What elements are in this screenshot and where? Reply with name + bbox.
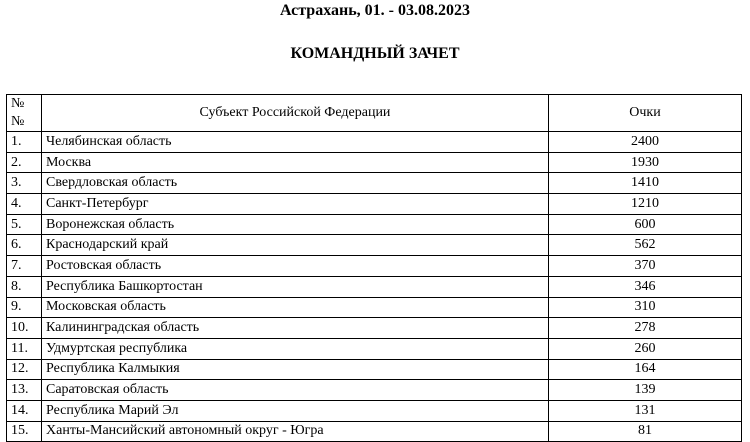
row-subject: Калининградская область [42,318,549,339]
row-number: 3. [7,173,42,194]
row-points: 2400 [549,132,742,153]
row-subject: Удмуртская республика [42,338,549,359]
row-points: 260 [549,338,742,359]
row-number: 8. [7,276,42,297]
row-subject: Ханты-Мансийский автономный округ - Югра [42,421,549,442]
row-number: 10. [7,318,42,339]
row-subject: Челябинская область [42,132,549,153]
row-subject: Краснодарский край [42,235,549,256]
row-points: 139 [549,380,742,401]
table-header-row [7,95,742,132]
table-row [7,400,742,421]
column-header-subject: Субъект Российской Федерации [42,95,549,132]
row-number: 14. [7,400,42,421]
row-subject: Республика Калмыкия [42,359,549,380]
row-number: 15. [7,421,42,442]
row-number: 4. [7,194,42,215]
row-number: 13. [7,380,42,401]
document-title: Астрахань, 01. - 03.08.2023 [279,2,470,19]
table-row [7,318,742,339]
team-standings-table [6,94,742,442]
table-row [7,194,742,215]
row-subject: Ростовская область [42,256,549,277]
row-subject: Свердловская область [42,173,549,194]
table-row [7,297,742,318]
table-row [7,235,742,256]
table-row [7,152,742,173]
row-points: 164 [549,359,742,380]
table-row [7,338,742,359]
row-points: 278 [549,318,742,339]
row-subject: Москва [42,152,549,173]
table-row [7,359,742,380]
column-header-number: №№ [7,95,42,132]
row-subject: Воронежская область [42,214,549,235]
table-row [7,380,742,401]
row-number: 2. [7,152,42,173]
row-points: 1210 [549,194,742,215]
table-row [7,132,742,153]
row-subject: Саратовская область [42,380,549,401]
row-number: 5. [7,214,42,235]
row-points: 131 [549,400,742,421]
row-subject: Республика Башкортостан [42,276,549,297]
row-points: 600 [549,214,742,235]
table-row [7,214,742,235]
row-subject: Московская область [42,297,549,318]
table-row [7,276,742,297]
table-row [7,173,742,194]
row-number: 11. [7,338,42,359]
row-points: 346 [549,276,742,297]
row-number: 6. [7,235,42,256]
row-points: 562 [549,235,742,256]
row-points: 310 [549,297,742,318]
row-points: 370 [549,256,742,277]
row-points: 1930 [549,152,742,173]
section-heading: КОМАНДНЫЙ ЗАЧЕТ [290,45,460,62]
row-number: 7. [7,256,42,277]
row-subject: Санкт-Петербург [42,194,549,215]
row-number: 1. [7,132,42,153]
table-row [7,256,742,277]
row-number: 9. [7,297,42,318]
column-header-points: Очки [549,95,742,132]
row-points: 1410 [549,173,742,194]
row-points: 81 [549,421,742,442]
row-number: 12. [7,359,42,380]
table-row [7,421,742,442]
row-subject: Республика Марий Эл [42,400,549,421]
